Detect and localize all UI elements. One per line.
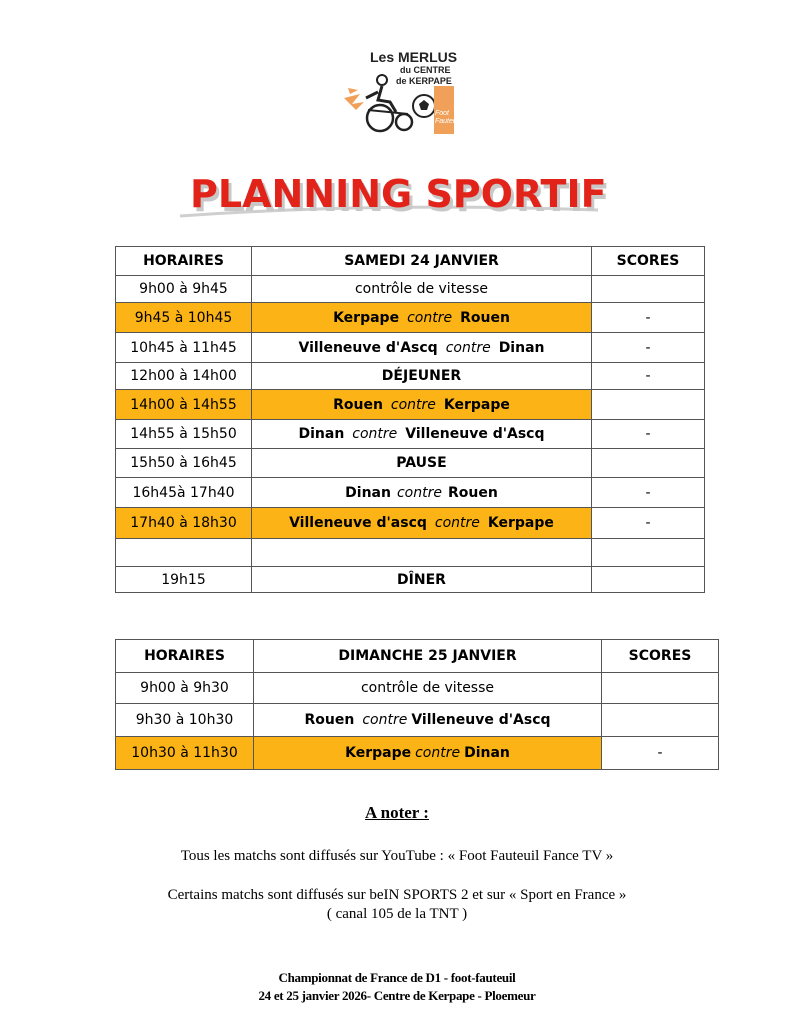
row-score: - (592, 478, 705, 508)
club-logo (338, 38, 458, 136)
table-row (116, 567, 705, 593)
row-score (592, 567, 705, 593)
row-score (592, 390, 705, 420)
row-score: - (602, 737, 719, 770)
row-time: 9h00 à 9h30 (116, 673, 254, 704)
row-score: - (592, 333, 705, 363)
notes-title (0, 803, 794, 823)
row-event: DÉJEUNER (252, 363, 592, 390)
row-score (602, 704, 719, 737)
row-score (592, 449, 705, 478)
header-scores: SCORES (602, 640, 719, 673)
table-row (116, 508, 705, 539)
row-match (252, 333, 592, 363)
footer-dates: 24 et 25 janvier 2026- Centre de Kerpape - Ploemeur (258, 988, 536, 1003)
team-2: Dinan (464, 745, 510, 761)
team-2: Kerpape (487, 515, 554, 531)
team-1: Kerpape (333, 309, 400, 326)
row-time: 9h45 à 10h45 (116, 303, 252, 333)
table-row (116, 539, 705, 567)
team-1: Villeneuve d'ascq (289, 515, 427, 531)
row-score (602, 673, 719, 704)
versus: contre (415, 745, 461, 761)
row-time: 19h15 (116, 567, 252, 593)
table-row (116, 704, 719, 737)
versus: contre (434, 515, 480, 531)
note-bein: Certains matchs sont diffusés sur beIN SPORTS 2 et sur « Sport en France » (167, 887, 627, 903)
team-2: Rouen (460, 309, 510, 326)
header-time: HORAIRES (116, 247, 252, 276)
team-1: Dinan (298, 426, 345, 442)
team-2: Dinan (498, 339, 545, 356)
table-row (116, 390, 705, 420)
versus: contre (407, 309, 453, 326)
row-score (592, 539, 705, 567)
table-row (116, 420, 705, 449)
versus: contre (352, 426, 398, 442)
row-time: 14h55 à 15h50 (116, 420, 252, 449)
row-match (254, 704, 602, 737)
team-2: Villeneuve d'Ascq (405, 426, 545, 442)
logo-side-line-2: Fauteuil (435, 117, 460, 125)
saturday-schedule-table (115, 246, 705, 593)
row-time: 16h45à 17h40 (116, 478, 252, 508)
row-match (252, 508, 592, 539)
team-2: Villeneuve d'Ascq (411, 712, 551, 728)
logo-line-3: de KERPAPE (396, 76, 452, 86)
row-event: DÎNER (252, 567, 592, 593)
table-header-row (116, 640, 719, 673)
header-time: HORAIRES (116, 640, 254, 673)
team-1: Rouen (333, 396, 383, 413)
logo-side-line-1: Foot (435, 110, 450, 117)
team-2: Kerpape (443, 396, 510, 413)
notes-title-text: A noter : (365, 803, 429, 822)
row-match (252, 390, 592, 420)
row-match (254, 737, 602, 770)
note-canal: ( canal 105 de la TNT ) (326, 906, 468, 922)
table-row (116, 478, 705, 508)
versus: contre (390, 396, 436, 413)
row-time: 10h30 à 11h30 (116, 737, 254, 770)
logo-line-1: Les MERLUS (370, 49, 458, 65)
row-event: contrôle de vitesse (252, 276, 592, 303)
logo-side-text (435, 110, 460, 125)
row-score: - (592, 363, 705, 390)
logo-line-2: du CENTRE (400, 65, 451, 75)
row-event (252, 539, 592, 567)
versus: contre (445, 339, 491, 356)
row-time: 15h50 à 16h45 (116, 449, 252, 478)
table-row (116, 276, 705, 303)
note-youtube: Tous les matchs sont diffusés sur YouTube : « Foot Fauteuil Fance TV » (180, 848, 614, 864)
table-row (116, 737, 719, 770)
row-score (592, 276, 705, 303)
versus: contre (362, 712, 408, 728)
row-time: 14h00 à 14h55 (116, 390, 252, 420)
table-header-row (116, 247, 705, 276)
team-1: Kerpape (345, 745, 412, 761)
team-2: Rouen (447, 484, 498, 501)
table-row (116, 449, 705, 478)
row-match (252, 420, 592, 449)
row-time (116, 539, 252, 567)
header-scores: SCORES (592, 247, 705, 276)
versus: contre (396, 484, 442, 501)
page-title (190, 172, 610, 222)
row-time: 9h00 à 9h45 (116, 276, 252, 303)
sunday-schedule-table (115, 639, 719, 770)
row-score: - (592, 508, 705, 539)
row-match (252, 478, 592, 508)
footer-championship: Championnat de France de D1 - foot-fauteuil (278, 970, 516, 985)
row-time: 9h30 à 10h30 (116, 704, 254, 737)
row-time: 12h00 à 14h00 (116, 363, 252, 390)
row-event: PAUSE (252, 449, 592, 478)
row-match (252, 303, 592, 333)
row-score: - (592, 303, 705, 333)
team-1: Rouen (304, 712, 355, 728)
row-time: 17h40 à 18h30 (116, 508, 252, 539)
row-event: contrôle de vitesse (254, 673, 602, 704)
header-day: DIMANCHE 25 JANVIER (254, 640, 602, 673)
table-row (116, 333, 705, 363)
page-title-text: PLANNING SPORTIF (190, 172, 607, 216)
table-row (116, 303, 705, 333)
team-1: Dinan (345, 484, 391, 501)
row-score: - (592, 420, 705, 449)
team-1: Villeneuve d'Ascq (298, 339, 438, 356)
table-row (116, 673, 719, 704)
header-day: SAMEDI 24 JANVIER (252, 247, 592, 276)
table-row (116, 363, 705, 390)
row-time: 10h45 à 11h45 (116, 333, 252, 363)
